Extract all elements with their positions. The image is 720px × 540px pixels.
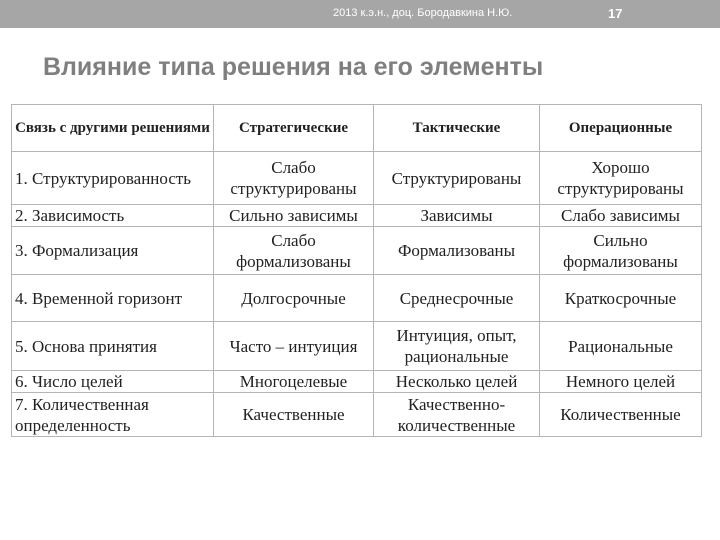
row-label: 7. Количественная определенность [12, 393, 214, 437]
cell-strategic: Слабо структурированы [214, 152, 374, 205]
cell-operational: Краткосрочные [540, 275, 702, 322]
cell-operational: Сильно формализованы [540, 227, 702, 275]
table-row [12, 205, 702, 227]
slide-header-bar [0, 0, 720, 28]
column-header-operational: Операционные [540, 105, 702, 152]
table-container [11, 104, 701, 436]
cell-operational: Рациональные [540, 322, 702, 371]
cell-strategic: Качественные [214, 393, 374, 437]
cell-tactical: Зависимы [374, 205, 540, 227]
cell-strategic: Сильно зависимы [214, 205, 374, 227]
cell-operational: Количественные [540, 393, 702, 437]
slide-title: Влияние типа решения на его элементы [43, 53, 544, 81]
cell-operational: Слабо зависимы [540, 205, 702, 227]
table-row [12, 152, 702, 205]
cell-tactical: Интуиция, опыт, рациональные [374, 322, 540, 371]
cell-strategic: Многоцелевые [214, 371, 374, 393]
column-header-tactical: Тактические [374, 105, 540, 152]
row-label: 6. Число целей [12, 371, 214, 393]
cell-tactical: Несколько целей [374, 371, 540, 393]
cell-tactical: Качественно-количественные [374, 393, 540, 437]
cell-operational: Хорошо структурированы [540, 152, 702, 205]
table-header-row [12, 105, 702, 152]
cell-operational: Немного целей [540, 371, 702, 393]
author-caption: 2013 к.э.н., доц. Бородавкина Н.Ю. [333, 7, 513, 19]
row-label: 4. Временной горизонт [12, 275, 214, 322]
column-header-relations: Связь с другими решениями [12, 105, 214, 152]
table-row [12, 275, 702, 322]
cell-strategic: Часто – интуиция [214, 322, 374, 371]
cell-strategic: Слабо формализованы [214, 227, 374, 275]
cell-strategic: Долгосрочные [214, 275, 374, 322]
table-row [12, 371, 702, 393]
table-row [12, 322, 702, 371]
row-label: 3. Формализация [12, 227, 214, 275]
decision-types-table [11, 104, 702, 437]
cell-tactical: Формализованы [374, 227, 540, 275]
table-row [12, 227, 702, 275]
column-header-strategic: Стратегические [214, 105, 374, 152]
cell-tactical: Среднесрочные [374, 275, 540, 322]
row-label: 2. Зависимость [12, 205, 214, 227]
row-label: 5. Основа принятия [12, 322, 214, 371]
row-label: 1. Структурированность [12, 152, 214, 205]
cell-tactical: Структурированы [374, 152, 540, 205]
table-row [12, 393, 702, 437]
slide-number: 17 [608, 6, 623, 21]
